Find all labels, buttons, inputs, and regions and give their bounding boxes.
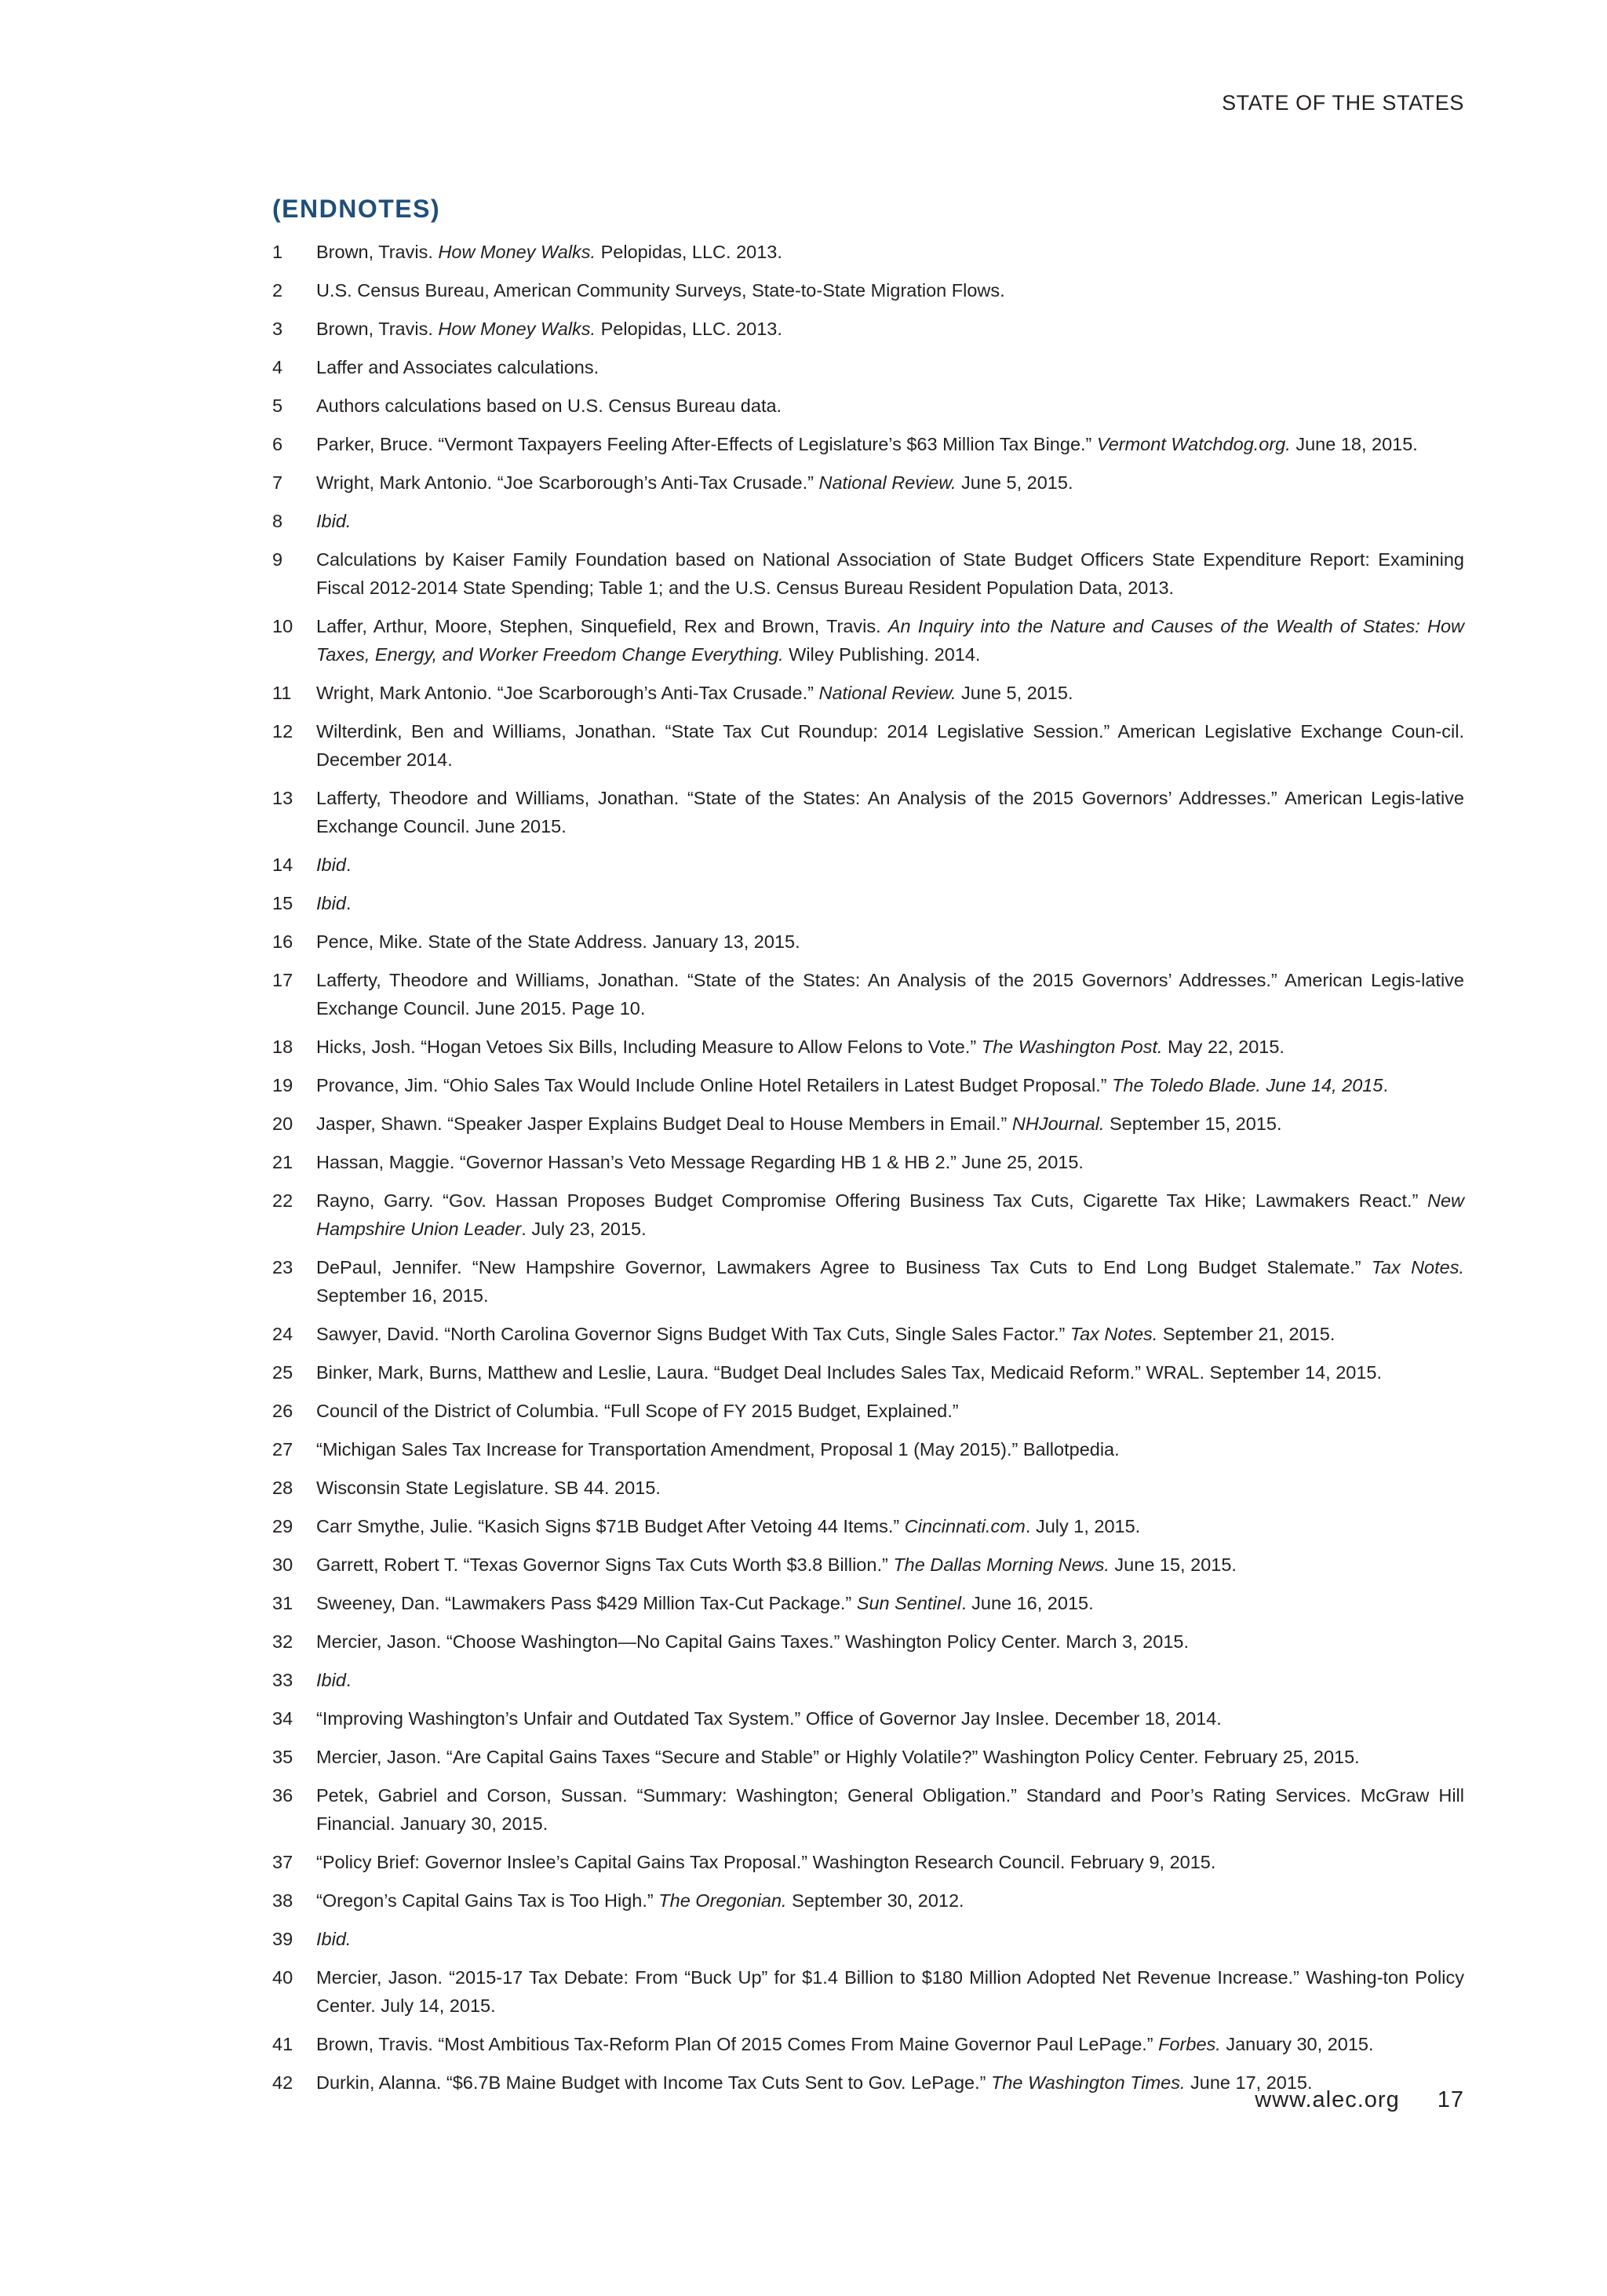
endnote-italic-text: Forbes. (1158, 2034, 1221, 2054)
endnote-text-segment: Brown, Travis. (316, 242, 439, 262)
endnote-text (316, 1037, 1285, 1057)
endnote-text-segment: Rayno, Garry. “Gov. Hassan Proposes Budget Compromise Offering Business Tax Cuts, Cigarette Tax Hike; Lawmakers React.” (316, 1190, 1427, 1211)
endnote-item (272, 353, 1464, 381)
endnote-text (316, 1075, 1388, 1095)
endnote-item (272, 1110, 1464, 1138)
endnote-number: 7 (272, 472, 283, 493)
endnote-text-segment: Wright, Mark Antonio. “Joe Scarborough’s Anti-Tax Crusade.” (316, 472, 819, 493)
endnote-text-segment: . (1383, 1075, 1388, 1095)
endnote-text-segment: Petek, Gabriel and Corson, Sussan. “Summary: Washington; General Obligation.” Standard and Poor’s Rating Services. McGraw Hill Financial. January 30, 2015. (316, 1785, 1464, 1834)
endnote-text (316, 1324, 1335, 1344)
endnote-number: 19 (272, 1075, 293, 1095)
endnote-number: 28 (272, 1478, 293, 1498)
endnote-item (272, 717, 1464, 774)
endnote-text (316, 1708, 1222, 1729)
endnote-text (316, 1785, 1464, 1834)
endnote-item (272, 1186, 1464, 1243)
endnote-item (272, 545, 1464, 602)
endnote-number: 32 (272, 1631, 293, 1652)
endnote-number: 8 (272, 511, 283, 531)
endnote-item (272, 1848, 1464, 1876)
endnote-text (316, 1190, 1464, 1239)
endnote-text-segment: June 5, 2015. (956, 472, 1073, 493)
endnote-italic-text: Vermont Watchdog.org. (1096, 434, 1291, 454)
endnote-text-segment: January 30, 2015. (1220, 2034, 1374, 2054)
endnote-text-segment: . (345, 893, 352, 913)
endnote-text-segment: Mercier, Jason. “2015-17 Tax Debate: From “Buck Up” for $1.4 Billion to $180 Million Adopted Net Revenue Increase.” Washing-ton Policy Center. July 14, 2015. (316, 1967, 1464, 2016)
endnote-text-segment: Mercier, Jason. “Choose Washington—No Capital Gains Taxes.” Washington Policy Center. March 3, 2015. (316, 1631, 1189, 1652)
endnote-number: 9 (272, 549, 283, 570)
endnote-text (316, 1401, 959, 1421)
endnote-text-segment: . June 16, 2015. (961, 1593, 1094, 1613)
endnote-italic-text: Cincinnati.com (904, 1516, 1026, 1536)
endnote-text (316, 242, 782, 262)
endnote-text (316, 357, 599, 377)
endnote-number: 25 (272, 1362, 293, 1383)
endnote-number: 6 (272, 434, 283, 454)
endnote-italic-text: An Inquiry into the Nature and Causes of the Wealth of States: How Taxes, Energy, and Worker Freedom Change Everything. (316, 616, 1464, 665)
endnote-text-segment: September 30, 2012. (786, 1890, 964, 1911)
endnote-item (272, 1627, 1464, 1656)
endnote-number: 20 (272, 1113, 293, 1134)
endnote-text-segment: Garrett, Robert T. “Texas Governor Signs Tax Cuts Worth $3.8 Billion.” (316, 1554, 894, 1575)
endnote-number: 17 (272, 970, 293, 990)
endnote-number: 10 (272, 616, 293, 636)
endnote-number: 39 (272, 1929, 293, 1949)
endnote-item (272, 1925, 1464, 1953)
endnote-item (272, 2030, 1464, 2058)
endnote-text-segment: Sawyer, David. “North Carolina Governor Signs Budget With Tax Cuts, Single Sales Factor.” (316, 1324, 1070, 1344)
endnote-text-segment: Pelopidas, LLC. 2013. (596, 242, 782, 262)
endnote-text (316, 2034, 1374, 2054)
endnote-number: 36 (272, 1785, 293, 1806)
endnote-number: 18 (272, 1037, 293, 1057)
endnote-number: 33 (272, 1670, 293, 1690)
endnote-text-segment: June 15, 2015. (1109, 1554, 1237, 1575)
endnote-text-segment: U.S. Census Bureau, American Community Surveys, State-to-State Migration Flows. (316, 280, 1005, 301)
endnote-text-segment: September 15, 2015. (1104, 1113, 1282, 1134)
endnote-italic-text: Ibid. (316, 511, 352, 531)
endnote-item (272, 612, 1464, 669)
endnote-text-segment: Brown, Travis. (316, 319, 439, 339)
endnote-item (272, 1253, 1464, 1310)
endnote-italic-text: Ibid (316, 855, 346, 875)
endnote-text (316, 1478, 661, 1498)
section-title: (ENDNOTES) (272, 195, 441, 223)
endnote-text-segment: Hassan, Maggie. “Governor Hassan’s Veto Message Regarding HB 1 & HB 2.” June 25, 2015. (316, 1152, 1084, 1172)
endnote-text-segment: September 16, 2015. (316, 1285, 489, 1306)
endnote-number: 35 (272, 1747, 293, 1767)
endnote-number: 30 (272, 1554, 293, 1575)
endnote-number: 14 (272, 855, 293, 875)
endnote-text-segment: Binker, Mark, Burns, Matthew and Leslie, Laura. “Budget Deal Includes Sales Tax, Medicaid Reform.” WRAL. September 14, 2015. (316, 1362, 1383, 1383)
endnote-item (272, 928, 1464, 956)
endnote-number: 21 (272, 1152, 293, 1172)
endnote-number: 13 (272, 788, 293, 808)
endnote-text-segment: DePaul, Jennifer. “New Hampshire Governor, Lawmakers Agree to Business Tax Cuts to End Long Budget Stalemate.” (316, 1257, 1372, 1277)
endnote-item (272, 1551, 1464, 1579)
endnote-italic-text: NHJournal. (1011, 1113, 1105, 1134)
endnote-italic-text: Tax Notes. (1371, 1257, 1464, 1277)
endnote-text-segment: Laffer, Arthur, Moore, Stephen, Sinquefield, Rex and Brown, Travis. (316, 616, 888, 636)
endnote-item (272, 1886, 1464, 1915)
endnote-italic-text: Tax Notes. (1070, 1324, 1158, 1344)
endnote-item (272, 1666, 1464, 1694)
endnote-item (272, 784, 1464, 840)
endnote-italic-text: Ibid (316, 893, 346, 913)
endnote-number: 26 (272, 1401, 293, 1421)
endnote-italic-text: How Money Walks. (438, 319, 596, 339)
endnote-number: 31 (272, 1593, 293, 1613)
endnote-item (272, 1781, 1464, 1838)
endnote-item (272, 966, 1464, 1022)
endnote-text-segment: . July 1, 2015. (1025, 1516, 1141, 1536)
endnote-number: 3 (272, 319, 283, 339)
endnote-number: 40 (272, 1967, 293, 1988)
endnote-text-segment: . (345, 855, 352, 875)
endnote-item (272, 1071, 1464, 1099)
endnote-item (272, 1704, 1464, 1733)
endnote-item (272, 1435, 1464, 1463)
endnote-italic-text: How Money Walks. (438, 242, 596, 262)
endnote-text (316, 1439, 1120, 1460)
endnote-item (272, 507, 1464, 535)
endnote-text (316, 970, 1464, 1019)
endnote-text (316, 1113, 1281, 1134)
endnote-italic-text: Ibid. (316, 1929, 352, 1949)
endnote-text-segment: “Policy Brief: Governor Inslee’s Capital Gains Tax Proposal.” Washington Research Council. February 9, 2015. (316, 1852, 1216, 1872)
endnote-text (316, 1747, 1360, 1767)
endnote-text (316, 472, 1073, 493)
endnote-number: 2 (272, 280, 283, 301)
endnote-text (316, 280, 1005, 301)
endnote-item (272, 468, 1464, 497)
endnote-item (272, 1589, 1464, 1617)
endnote-text (316, 788, 1464, 836)
endnote-text-segment: . (345, 1670, 352, 1690)
endnote-item (272, 1474, 1464, 1502)
endnote-number: 15 (272, 893, 293, 913)
endnote-text-segment: Brown, Travis. “Most Ambitious Tax-Reform Plan Of 2015 Comes From Maine Governor Paul LePage.” (316, 2034, 1159, 2054)
endnote-text (316, 1929, 351, 1949)
endnote-number: 38 (272, 1890, 293, 1911)
endnote-text (316, 319, 782, 339)
endnote-text-segment: Carr Smythe, Julie. “Kasich Signs $71B Budget After Vetoing 44 Items.” (316, 1516, 905, 1536)
endnote-number: 16 (272, 931, 293, 952)
endnote-text (316, 893, 351, 913)
endnote-text-segment: Wright, Mark Antonio. “Joe Scarborough’s Anti-Tax Crusade.” (316, 683, 819, 703)
endnote-text-segment: Parker, Bruce. “Vermont Taxpayers Feeling After-Effects of Legislature’s $63 Million Tax Binge.” (316, 434, 1097, 454)
endnote-text (316, 1152, 1084, 1172)
endnote-text-segment: Lafferty, Theodore and Williams, Jonathan. “State of the States: An Analysis of the 2015 Governors’ Addresses.” American Legis-lative Exchange Council. June 2015. Page 10. (316, 970, 1464, 1019)
endnote-item (272, 392, 1464, 420)
endnote-text (316, 511, 351, 531)
endnote-number: 27 (272, 1439, 293, 1460)
endnote-text (316, 683, 1073, 703)
endnote-item (272, 1148, 1464, 1176)
endnote-item (272, 430, 1464, 458)
endnote-item (272, 1512, 1464, 1540)
endnote-text (316, 855, 351, 875)
endnote-text (316, 931, 800, 952)
endnote-number: 1 (272, 242, 283, 262)
endnote-text (316, 616, 1464, 665)
endnote-item (272, 1320, 1464, 1348)
endnote-text (316, 549, 1464, 598)
page-number: 17 (1437, 2087, 1464, 2112)
endnote-item (272, 315, 1464, 343)
endnote-number: 29 (272, 1516, 293, 1536)
endnote-text (316, 1593, 1094, 1613)
endnote-number: 42 (272, 2072, 293, 2093)
endnote-text (316, 1257, 1464, 1306)
endnote-number: 11 (272, 683, 292, 703)
endnote-text-segment: Wiley Publishing. 2014. (783, 644, 981, 665)
endnote-italic-text: National Review. (818, 472, 957, 493)
endnote-number: 4 (272, 357, 283, 377)
endnote-number: 37 (272, 1852, 293, 1872)
endnote-text-segment: Pelopidas, LLC. 2013. (596, 319, 782, 339)
endnote-italic-text: National Review. (818, 683, 957, 703)
endnote-text-segment: “Michigan Sales Tax Increase for Transportation Amendment, Proposal 1 (May 2015).” Ballotpedia. (316, 1439, 1120, 1460)
endnote-item (272, 238, 1464, 266)
endnote-text-segment: . July 23, 2015. (521, 1219, 647, 1239)
endnote-italic-text: The Oregonian. (658, 1890, 787, 1911)
page-footer (1255, 2087, 1464, 2113)
endnote-text (316, 434, 1418, 454)
endnote-text (316, 1890, 964, 1911)
endnote-text-segment: Provance, Jim. “Ohio Sales Tax Would Include Online Hotel Retailers in Latest Budget Proposal.” (316, 1075, 1113, 1095)
endnote-text-segment: Lafferty, Theodore and Williams, Jonathan. “State of the States: An Analysis of the 2015 Governors’ Addresses.” American Legis-lative Exchange Council. June 2015. (316, 788, 1464, 836)
endnote-italic-text: Sun Sentinel (856, 1593, 962, 1613)
endnote-text-segment: June 18, 2015. (1290, 434, 1418, 454)
endnote-text-segment: Durkin, Alanna. “$6.7B Maine Budget with Income Tax Cuts Sent to Gov. LePage.” (316, 2072, 991, 2093)
endnote-text-segment: “Oregon’s Capital Gains Tax is Too High.” (316, 1890, 659, 1911)
endnote-number: 12 (272, 721, 293, 742)
endnote-text-segment: Sweeney, Dan. “Lawmakers Pass $429 Million Tax-Cut Package.” (316, 1593, 857, 1613)
endnote-italic-text: The Washington Times. (990, 2072, 1186, 2093)
endnote-text (316, 721, 1464, 770)
endnote-text (316, 1967, 1464, 2016)
endnote-number: 41 (272, 2034, 293, 2054)
endnote-number: 5 (272, 395, 283, 416)
endnote-number: 34 (272, 1708, 293, 1729)
endnote-italic-text: The Dallas Morning News. (893, 1554, 1110, 1575)
endnote-italic-text: The Washington Post. (981, 1037, 1163, 1057)
endnote-italic-text: Ibid (316, 1670, 346, 1690)
endnote-text-segment: Authors calculations based on U.S. Census Bureau data. (316, 395, 782, 416)
endnote-text-segment: September 21, 2015. (1157, 1324, 1336, 1344)
endnote-text-segment: May 22, 2015. (1162, 1037, 1285, 1057)
endnote-text (316, 1554, 1237, 1575)
endnote-item (272, 1397, 1464, 1425)
endnote-text-segment: Council of the District of Columbia. “Full Scope of FY 2015 Budget, Explained.” (316, 1401, 959, 1421)
endnote-item (272, 276, 1464, 304)
endnote-text (316, 1852, 1215, 1872)
endnote-text-segment: Wisconsin State Legislature. SB 44. 2015. (316, 1478, 661, 1498)
endnote-item (272, 1358, 1464, 1387)
endnote-text-segment: Laffer and Associates calculations. (316, 357, 599, 377)
endnote-text (316, 1631, 1189, 1652)
endnote-number: 22 (272, 1190, 293, 1211)
endnote-text-segment: Mercier, Jason. “Are Capital Gains Taxes “Secure and Stable” or Highly Volatile?” Washington Policy Center. February 25, 2015. (316, 1747, 1360, 1767)
endnote-text-segment: Pence, Mike. State of the State Address. January 13, 2015. (316, 931, 800, 952)
endnote-text (316, 1670, 351, 1690)
endnote-text (316, 2072, 1313, 2093)
endnote-text-segment: June 17, 2015. (1185, 2072, 1313, 2093)
endnote-item (272, 1963, 1464, 2020)
endnote-italic-text: New Hampshire Union Leader (316, 1190, 1464, 1239)
endnote-text-segment: Calculations by Kaiser Family Foundation based on National Association of State Budget Officers State Expenditure Report: Examining Fiscal 2012-2014 State Spending; Table 1; and the U.S. Census Bureau Resident Population Data, 2013. (316, 549, 1464, 598)
endnotes-list (272, 238, 1464, 2107)
endnote-number: 24 (272, 1324, 293, 1344)
endnote-number: 23 (272, 1257, 293, 1277)
footer-website: www.alec.org (1255, 2087, 1400, 2112)
endnote-text-segment: Jasper, Shawn. “Speaker Jasper Explains Budget Deal to House Members in Email.” (316, 1113, 1012, 1134)
endnote-text-segment: “Improving Washington’s Unfair and Outdated Tax System.” Office of Governor Jay Inslee. December 18, 2014. (316, 1708, 1222, 1729)
endnote-text (316, 395, 782, 416)
endnote-item (272, 1743, 1464, 1771)
endnote-item (272, 1033, 1464, 1061)
endnote-text (316, 1362, 1382, 1383)
endnote-text (316, 1516, 1140, 1536)
endnote-text-segment: Hicks, Josh. “Hogan Vetoes Six Bills, Including Measure to Allow Felons to Vote.” (316, 1037, 982, 1057)
running-header: STATE OF THE STATES (1222, 91, 1464, 115)
endnote-item (272, 679, 1464, 707)
endnote-italic-text: The Toledo Blade. June 14, 2015 (1112, 1075, 1383, 1095)
endnote-text-segment: Wilterdink, Ben and Williams, Jonathan. “State Tax Cut Roundup: 2014 Legislative Session.” American Legislative Exchange Coun-cil. December 2014. (316, 721, 1464, 770)
endnote-text-segment: June 5, 2015. (956, 683, 1073, 703)
endnote-item (272, 889, 1464, 917)
endnote-item (272, 851, 1464, 879)
